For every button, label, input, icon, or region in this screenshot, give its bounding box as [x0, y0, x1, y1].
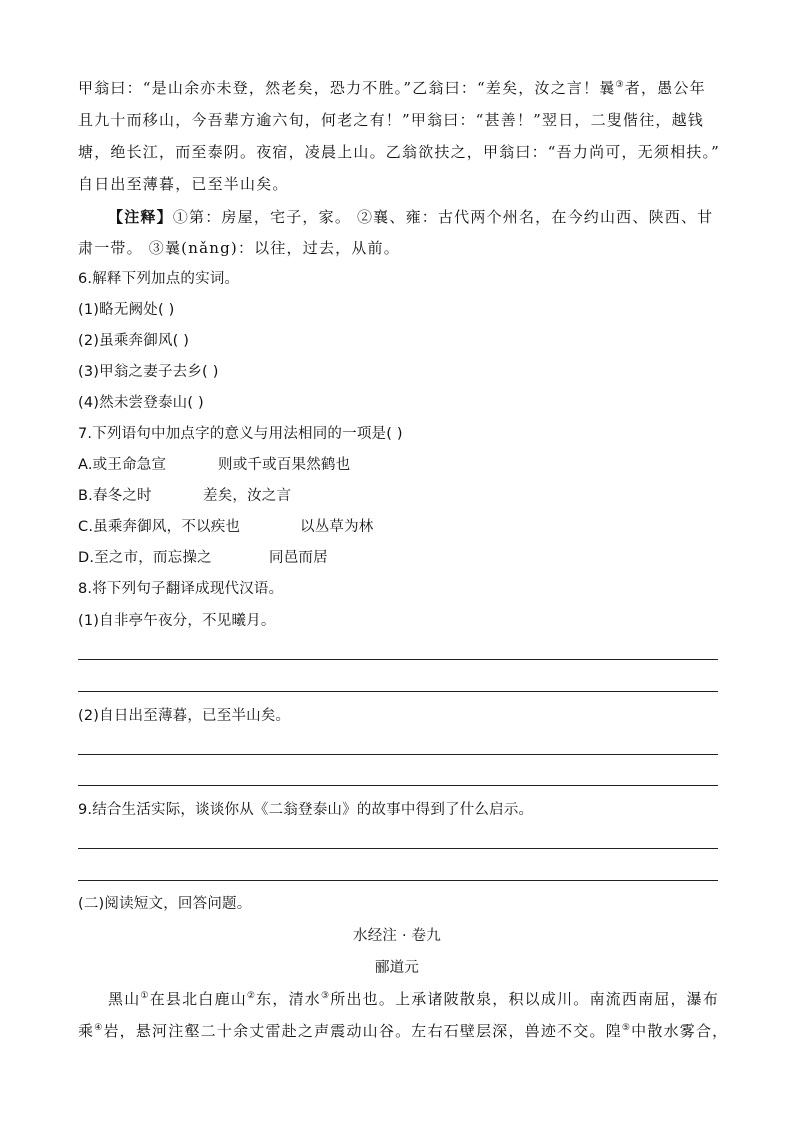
- passage-line-2: 且九十而移山，今吾辈方逾六旬，何老之有！”甲翁曰：“甚善！”翌日，二叟偕往，越钱: [78, 111, 705, 129]
- answer-line: [78, 659, 718, 660]
- answer-line: [78, 754, 718, 755]
- q6-item-1: (1)略无阙处( ): [78, 302, 175, 318]
- q9-title: 9.结合生活实际，谈谈你从《二翁登泰山》的故事中得到了什么启示。: [78, 802, 534, 818]
- q6-item-2: (2)虽乘奔御风( ): [78, 333, 190, 349]
- q7-title: 7.下列语句中加点字的意义与用法相同的一项是( ): [78, 426, 403, 442]
- notes-tag: 【注释】: [108, 208, 173, 226]
- passage-line-4: 自日出至薄暮，已至半山矣。: [78, 175, 289, 193]
- answer-line: [78, 848, 718, 849]
- passage-line-1: 甲翁曰：“是山余亦未登，然老矣，恐力不胜。”乙翁曰：“差矣，汝之言！曩③者，愚公年: [78, 79, 706, 97]
- q6-item-4: (4)然未尝登泰山( ): [78, 395, 204, 411]
- q6-title: 6.解释下列加点的实词。: [78, 271, 240, 287]
- q8-title: 8.将下列句子翻译成现代汉语。: [78, 581, 284, 597]
- notes-line-2: 肃一带。 ③曩(nǎng)：以往，过去，从前。: [78, 239, 400, 257]
- q7-option-c: C.虽乘奔御风，不以疾也 以丛草为林: [78, 519, 374, 535]
- passage-line-3: 塘，绝长江，而至泰阴。夜宿，凌晨上山。乙翁欲扶之，甲翁曰：“吾力尚可，无须相扶。”: [78, 143, 721, 161]
- q7-option-a: A.或王命急宣 则或千或百果然鹤也: [78, 457, 351, 473]
- q8-sentence-2: (2)自日出至薄暮，已至半山矣。: [78, 708, 291, 724]
- q7-option-b: B.春冬之时 差矣，汝之言: [78, 488, 292, 504]
- part2-heading: (二)阅读短文，回答问题。: [78, 896, 252, 912]
- q6-item-3: (3)甲翁之妻子去乡( ): [78, 364, 219, 380]
- part2-author: 郦道元: [374, 960, 420, 976]
- notes-line-1: 【注释】①第：房屋，宅子，家。 ②襄、雍：古代两个州名，在今约山西、陕西、甘: [108, 208, 714, 226]
- answer-line: [78, 691, 718, 692]
- part2-title: 水经注 · 卷九: [353, 928, 441, 944]
- part2-passage-line-2: 乘④岩，悬河注壑二十余丈雷赴之声震动山谷。左右石壁层深，兽迹不交。隍⑤中散水雾合，: [78, 1022, 729, 1040]
- answer-line: [78, 785, 718, 786]
- q8-sentence-1: (1)自非亭午夜分，不见曦月。: [78, 613, 276, 629]
- part2-passage-line-1: 黑山①在县北白鹿山②东，清水③所出也。上承诸陂散泉，积以成川。南流西南屈，瀑布: [108, 990, 720, 1008]
- q7-option-d: D.至之市，而忘操之 同邑而居: [78, 550, 328, 566]
- answer-line: [78, 880, 718, 881]
